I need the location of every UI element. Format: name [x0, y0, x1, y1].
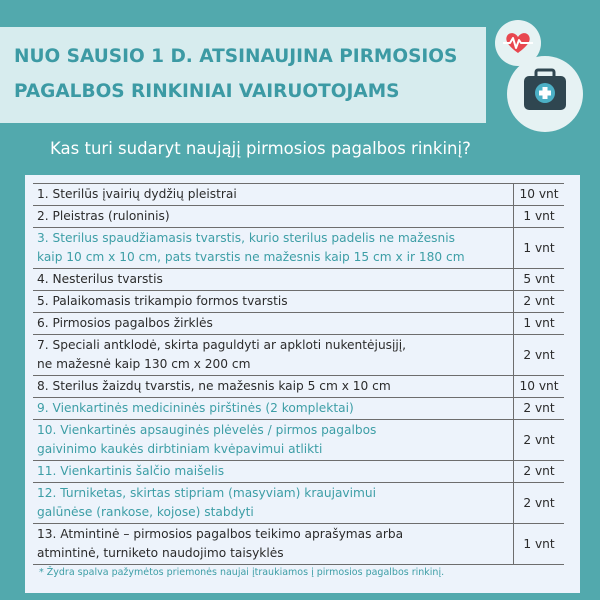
item-quantity: 1 vnt — [514, 228, 565, 269]
item-quantity: 1 vnt — [514, 524, 565, 565]
item-quantity: 1 vnt — [514, 313, 565, 335]
item-description — [33, 206, 514, 228]
item-description-line: 5. Palaikomasis trikampio formos tvarstis — [37, 294, 288, 308]
item-quantity: 2 vnt — [514, 291, 565, 313]
item-quantity: 10 vnt — [514, 184, 565, 206]
table-row — [33, 524, 564, 565]
table-row — [33, 483, 564, 524]
table-row — [33, 269, 564, 291]
table-row — [33, 291, 564, 313]
item-description — [33, 398, 514, 420]
item-description-line: kaip 10 cm x 10 cm, pats tvarstis ne mažesnis kaip 15 cm x ir 180 cm — [37, 250, 465, 264]
item-description-line: 7. Speciali antklodė, skirta paguldyti ar apkloti nukentėjusįjį, — [37, 338, 407, 352]
item-description-line: 11. Vienkartinis šalčio maišelis — [37, 464, 225, 478]
table-row — [33, 420, 564, 461]
table-row — [33, 228, 564, 269]
first-aid-kit-icon — [507, 56, 583, 132]
title-banner — [0, 27, 486, 123]
item-description — [33, 313, 514, 335]
item-description — [33, 420, 514, 461]
footnote: * Žydra spalva pažymėtos priemonės naujai įtraukiamos į pirmosios pagalbos rinkinį. — [39, 567, 445, 578]
item-description-line: 2. Pleistras (ruloninis) — [37, 209, 170, 223]
item-description — [33, 524, 514, 565]
item-description — [33, 291, 514, 313]
title-line-1: NUO SAUSIO 1 D. ATSINAUJINA PIRMOSIOS — [14, 46, 458, 67]
item-description-line: 9. Vienkartinės medicininės pirštinės (2 komplektai) — [37, 401, 354, 415]
item-description — [33, 184, 514, 206]
item-description-line: 12. Turniketas, skirtas stipriam (masyviam) kraujavimui — [37, 486, 377, 500]
table-row — [33, 398, 564, 420]
item-quantity: 2 vnt — [514, 461, 565, 483]
item-quantity: 1 vnt — [514, 206, 565, 228]
item-description — [33, 376, 514, 398]
item-description — [33, 461, 514, 483]
item-description — [33, 228, 514, 269]
item-quantity: 2 vnt — [514, 398, 565, 420]
item-description-line: 1. Sterilūs įvairių dydžių pleistrai — [37, 187, 237, 201]
item-description-line: 8. Sterilus žaizdų tvarstis, ne mažesnis kaip 5 cm x 10 cm — [37, 379, 391, 393]
table-row — [33, 184, 564, 206]
item-description-line: gaivinimo kaukės dirbtiniam kvėpavimui atlikti — [37, 442, 323, 456]
item-description-line: 4. Nesterilus tvarstis — [37, 272, 163, 286]
item-quantity: 2 vnt — [514, 335, 565, 376]
item-description-line: 10. Vienkartinės apsauginės plėvelės / pirmos pagalbos — [37, 423, 377, 437]
table-row — [33, 376, 564, 398]
item-description — [33, 335, 514, 376]
items-table — [33, 183, 564, 565]
item-description-line: 6. Pirmosios pagalbos žirklės — [37, 316, 213, 330]
item-quantity: 2 vnt — [514, 483, 565, 524]
question-heading: Kas turi sudaryt naująjį pirmosios pagalbos rinkinį? — [50, 139, 471, 158]
item-description-line: galūnėse (rankose, kojose) stabdyti — [37, 505, 254, 519]
item-description — [33, 269, 514, 291]
item-quantity: 5 vnt — [514, 269, 565, 291]
title-line-2: PAGALBOS RINKINIAI VAIRUOTOJAMS — [14, 81, 400, 102]
item-quantity: 2 vnt — [514, 420, 565, 461]
items-panel — [25, 175, 580, 593]
item-quantity: 10 vnt — [514, 376, 565, 398]
item-description-line: 13. Atmintinė – pirmosios pagalbos teikimo aprašymas arba — [37, 527, 404, 541]
table-row — [33, 313, 564, 335]
item-description-line: 3. Sterilus spaudžiamasis tvarstis, kurio sterilus padelis ne mažesnis — [37, 231, 455, 245]
table-row — [33, 335, 564, 376]
item-description — [33, 483, 514, 524]
item-description-line: atmintinė, turniketo naudojimo taisyklės — [37, 546, 284, 560]
item-description-line: ne mažesnė kaip 130 cm x 200 cm — [37, 357, 251, 371]
table-row — [33, 206, 564, 228]
table-row — [33, 461, 564, 483]
